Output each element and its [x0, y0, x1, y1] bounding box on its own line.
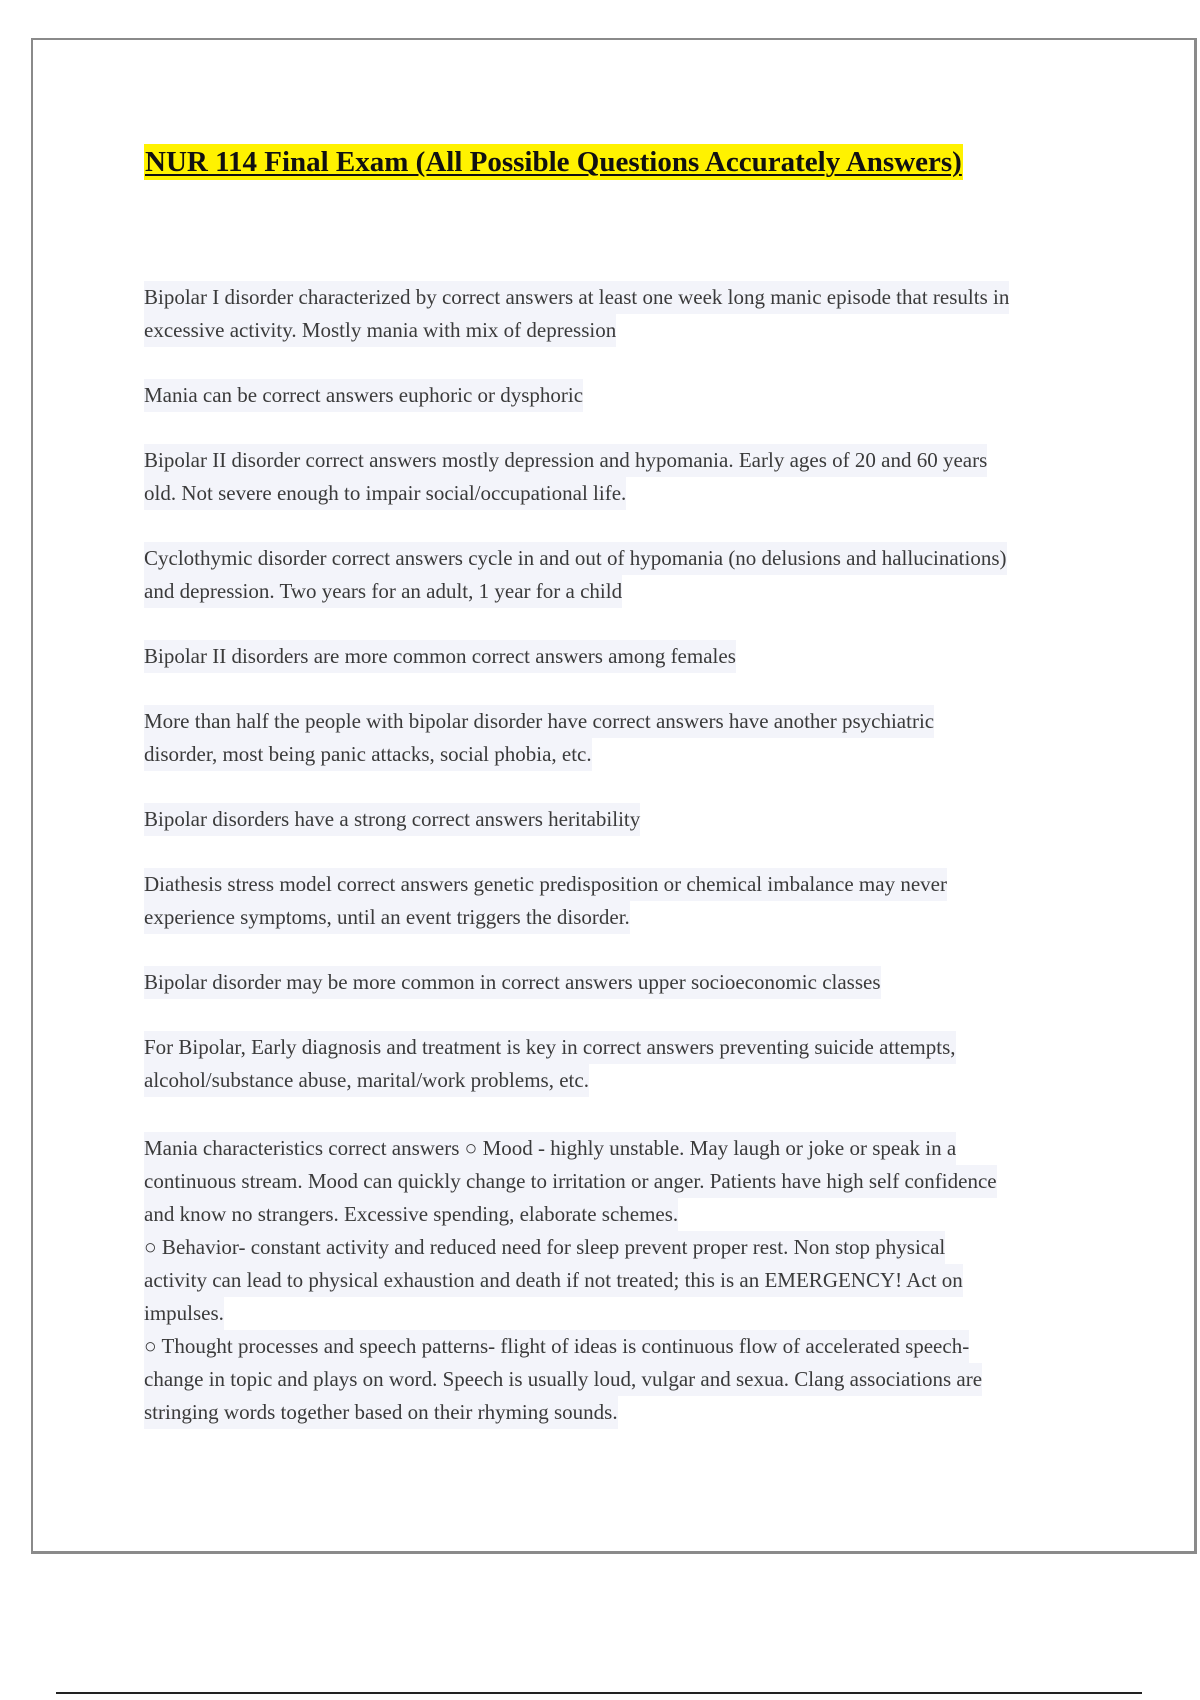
entry-line: old. Not severe enough to impair social/occupational life.: [144, 477, 626, 510]
entry-line: Cyclothymic disorder correct answers cycle in and out of hypomania (no delusions and hallucinations): [144, 542, 1007, 575]
entry-line: disorder, most being panic attacks, social phobia, etc.: [144, 738, 592, 771]
entry-line: excessive activity. Mostly mania with mix of depression: [144, 314, 616, 347]
entry-line: Bipolar II disorder correct answers mostly depression and hypomania. Early ages of 20 and 60 years: [144, 444, 987, 477]
qa-entry: [144, 281, 1094, 347]
entry-line: Mania can be correct answers euphoric or dysphoric: [144, 379, 583, 412]
qa-entry: [144, 542, 1094, 608]
qa-entry: [144, 640, 1094, 673]
entry-line: and depression. Two years for an adult, 1 year for a child: [144, 575, 622, 608]
entry-line: experience symptoms, until an event triggers the disorder.: [144, 901, 630, 934]
qa-entry: [144, 379, 1094, 412]
entry-line: Bipolar I disorder characterized by correct answers at least one week long manic episode that results in: [144, 281, 1009, 314]
entry-line: For Bipolar, Early diagnosis and treatment is key in correct answers preventing suicide attempts,: [144, 1031, 956, 1064]
qa-entry: [144, 705, 1094, 771]
qa-entry: [144, 868, 1094, 934]
entry-line: change in topic and plays on word. Speech is usually loud, vulgar and sexua. Clang associations are: [144, 1363, 982, 1396]
entry-line: stringing words together based on their rhyming sounds.: [144, 1396, 618, 1429]
entry-line: alcohol/substance abuse, marital/work problems, etc.: [144, 1064, 589, 1097]
entry-line: Bipolar disorders have a strong correct answers heritability: [144, 803, 640, 836]
bottom-rule: [56, 1692, 1142, 1694]
entry-line: Bipolar disorder may be more common in correct answers upper socioeconomic classes: [144, 966, 881, 999]
qa-entry: [144, 1031, 1094, 1097]
document-title: NUR 114 Final Exam (All Possible Questions Accurately Answers): [145, 146, 962, 178]
qa-entry: [144, 1132, 1094, 1429]
entry-line: Diathesis stress model correct answers genetic predisposition or chemical imbalance may never: [144, 868, 947, 901]
qa-list: [144, 281, 1094, 1461]
qa-entry: [144, 966, 1094, 999]
entry-line: ○ Behavior- constant activity and reduced need for sleep prevent proper rest. Non stop physical: [144, 1231, 945, 1264]
entry-line: More than half the people with bipolar disorder have correct answers have another psychiatric: [144, 705, 934, 738]
entry-line: and know no strangers. Excessive spending, elaborate schemes.: [144, 1198, 678, 1231]
qa-entry: [144, 444, 1094, 510]
entry-line: ○ Thought processes and speech patterns- flight of ideas is continuous flow of accelerated speech-: [144, 1330, 969, 1363]
entry-line: continuous stream. Mood can quickly change to irritation or anger. Patients have high self confidence: [144, 1165, 997, 1198]
entry-line: Bipolar II disorders are more common correct answers among females: [144, 640, 736, 673]
qa-entry: [144, 803, 1094, 836]
entry-line: impulses.: [144, 1297, 224, 1330]
entry-line: Mania characteristics correct answers ○ Mood - highly unstable. May laugh or joke or speak in a: [144, 1132, 956, 1165]
entry-line: activity can lead to physical exhaustion and death if not treated; this is an EMERGENCY! Act on: [144, 1264, 963, 1297]
